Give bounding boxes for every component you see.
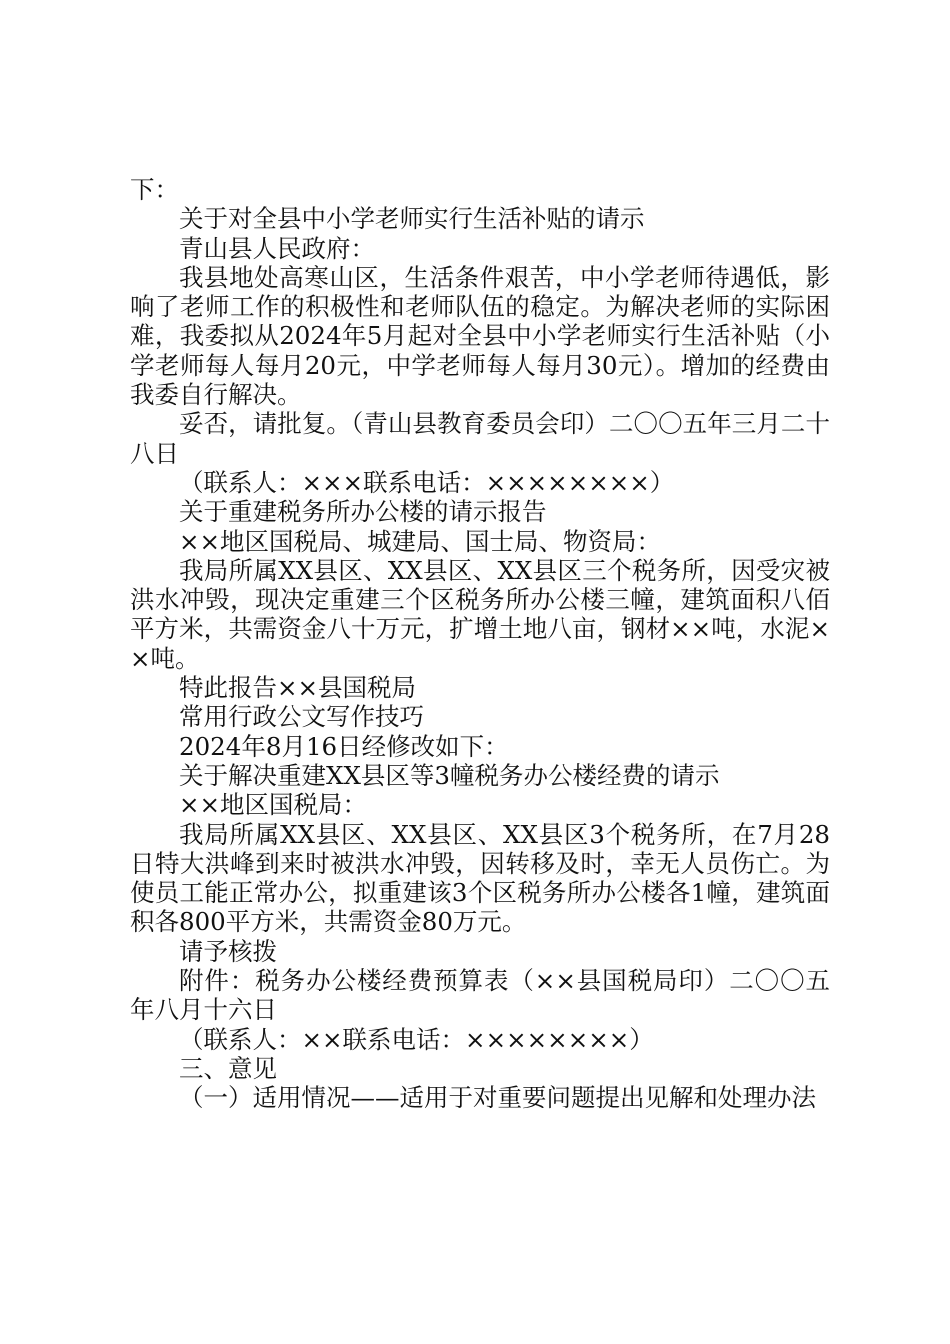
paragraph: 2024年8月16日经修改如下： bbox=[179, 731, 509, 761]
paragraph-attachment: 附件：税务办公楼经费预算表（××县国税局印）二〇〇五年八月十六日 bbox=[130, 966, 830, 1025]
paragraph-addressee: 青山县人民政府： bbox=[179, 233, 375, 263]
paragraph-title: 关于重建税务所办公楼的请示报告 bbox=[179, 497, 547, 527]
paragraph-title: 关于对全县中小学老师实行生活补贴的请示 bbox=[179, 204, 645, 234]
document-body bbox=[130, 175, 830, 1113]
paragraph-addressee: ××地区国税局、城建局、国士局、物资局： bbox=[179, 526, 662, 556]
paragraph: 我局所属XX县区、XX县区、XX县区三个税务所，因受灾被洪水冲毁，现决定重建三个区税务所办公楼三幢，建筑面积八佰平方米，共需资金八十万元，扩增土地八亩，钢材××吨，水泥××吨。 bbox=[130, 555, 830, 673]
paragraph-contact: （联系人：×××联系电话：××××××××） bbox=[179, 467, 675, 497]
paragraph-heading: 常用行政公文写作技巧 bbox=[179, 702, 424, 732]
paragraph-heading: 三、意见 bbox=[179, 1053, 277, 1083]
paragraph: 我县地处高寒山区，生活条件艰苦，中小学老师待遇低，影响了老师工作的积极性和老师队伍的稳定。为解决老师的实际困难，我委拟从2024年5月起对全县中小学老师实行生活补贴（小学老师每人每月20元，中学老师每人每月30元）。增加的经费由我委自行解决。 bbox=[130, 262, 830, 410]
paragraph-title: 关于解决重建XX县区等3幢税务办公楼经费的请示 bbox=[179, 760, 720, 790]
paragraph: 我局所属XX县区、XX县区、XX县区3个税务所，在7月28日特大洪峰到来时被洪水冲毁，因转移及时，幸无人员伤亡。为使员工能正常办公，拟重建该3个区税务所办公楼各1幢，建筑面积各800平方米，共需资金80万元。 bbox=[130, 819, 830, 937]
paragraph: 下： bbox=[130, 175, 179, 204]
paragraph: 请予核拨 bbox=[179, 936, 277, 966]
paragraph: （一）适用情况——适用于对重要问题提出见解和处理办法 bbox=[179, 1083, 816, 1113]
paragraph-contact: （联系人：××联系电话：××××××××） bbox=[179, 1024, 654, 1054]
paragraph: 特此报告××县国税局 bbox=[179, 673, 417, 703]
paragraph-addressee: ××地区国税局： bbox=[179, 790, 368, 820]
paragraph: 妥否，请批复。（青山县教育委员会印）二〇〇五年三月二十八日 bbox=[130, 409, 830, 468]
